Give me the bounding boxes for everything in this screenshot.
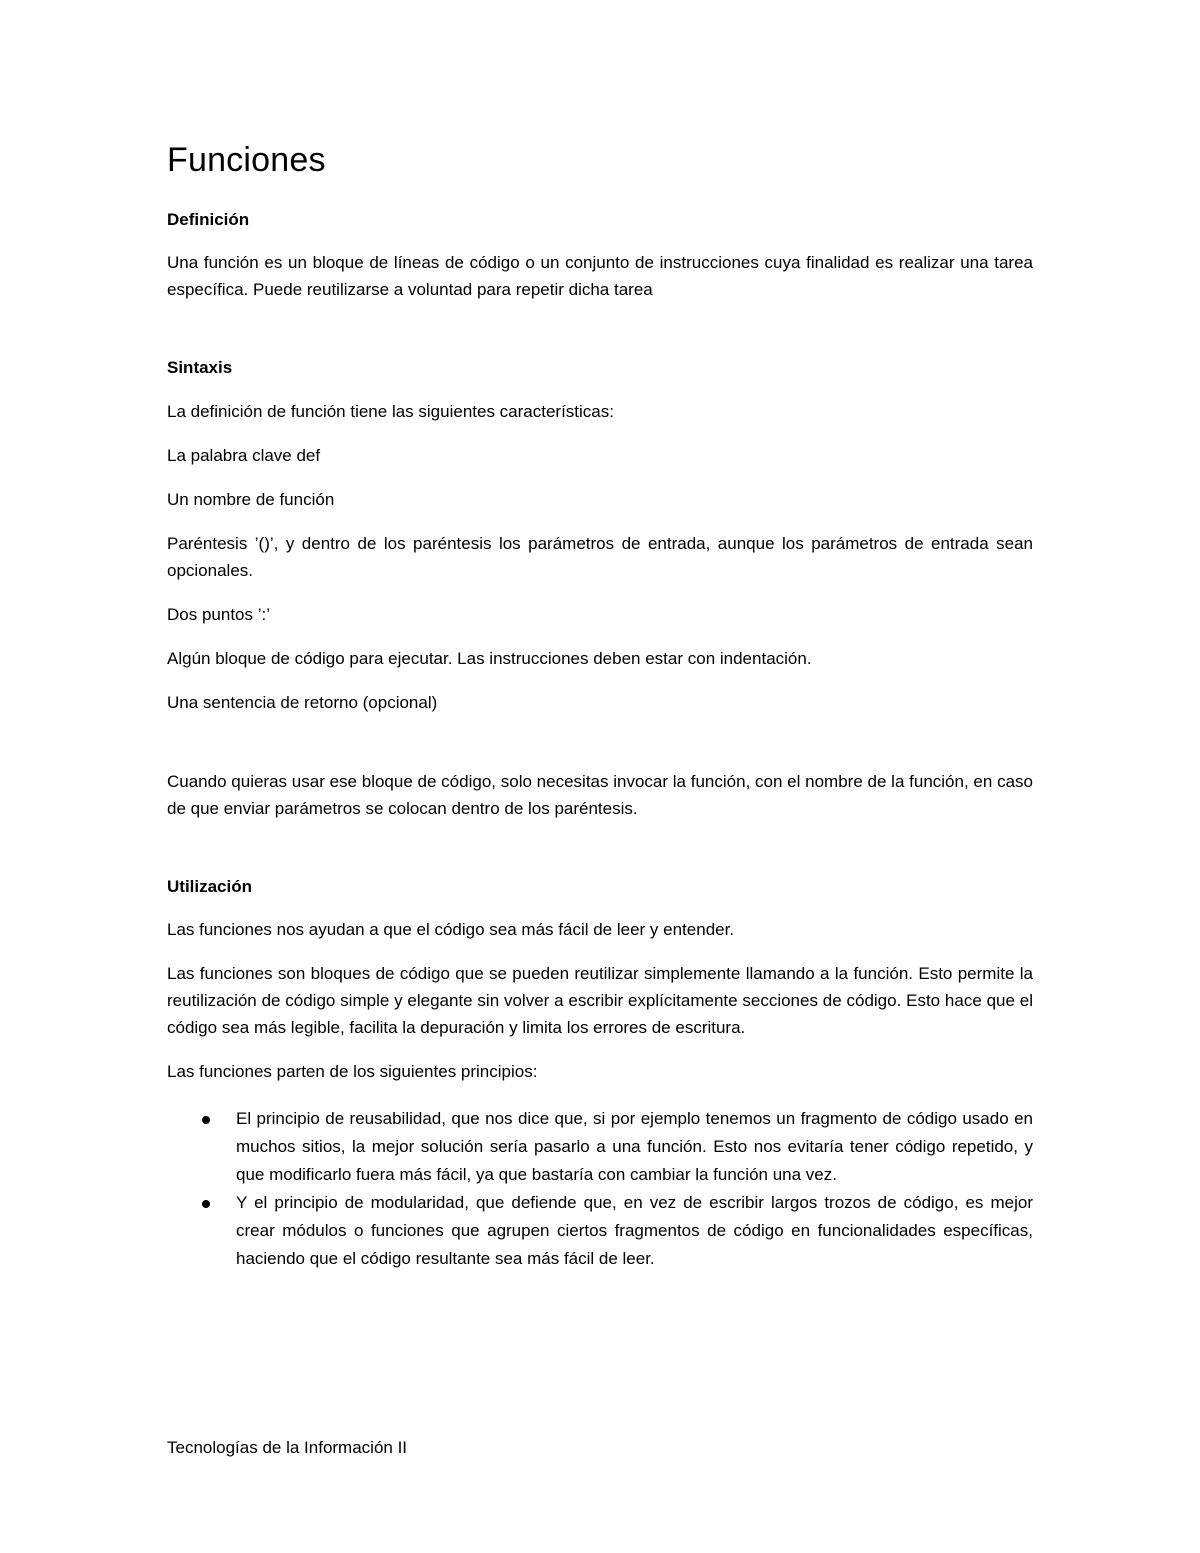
sintaxis-item-nombre: Un nombre de función xyxy=(167,489,335,509)
principios-list xyxy=(167,1105,1033,1273)
bullet-text-modularidad: Y el principio de modularidad, que defiende que, en vez de escribir largos trozos de código, es mejor crear módulos o funciones que agrupen ciertos fragmentos de código en funcionalidades específicas, haciendo que el código resultante sea más fácil de leer. xyxy=(236,1193,1033,1269)
section-heading-utilizacion: Utilización xyxy=(167,876,253,896)
sintaxis-item-def: La palabra clave def xyxy=(167,445,321,465)
section-heading-sintaxis: Sintaxis xyxy=(167,358,233,378)
sintaxis-intro-paragraph: La definición de función tiene las siguientes características: xyxy=(167,401,614,421)
list-item xyxy=(167,1189,1033,1273)
bullet-text-reusabilidad: El principio de reusabilidad, que nos dice que, si por ejemplo tenemos un fragmento de código usado en muchos sitios, la mejor solución sería pasarlo a una función. Esto nos evitaría tener código repetido, y que modificarlo fuera más fácil, ya que bastaría con cambiar la función una vez. xyxy=(236,1109,1033,1185)
sintaxis-item-parentesis: Paréntesis ’()’, y dentro de los paréntesis los parámetros de entrada, aunque los parámetros de entrada sean opcionales. xyxy=(167,533,1033,580)
page-title: Funciones xyxy=(167,141,326,179)
sintaxis-item-dos-puntos: Dos puntos ’:’ xyxy=(167,604,270,624)
list-item xyxy=(167,1105,1033,1189)
document-body xyxy=(167,140,1033,1273)
sintaxis-invocar-paragraph: Cuando quieras usar ese bloque de código, solo necesitas invocar la función, con el nombre de la función, en caso de que enviar parámetros se colocan dentro de los paréntesis. xyxy=(167,771,1033,818)
sintaxis-item-bloque: Algún bloque de código para ejecutar. Las instrucciones deben estar con indentación. xyxy=(167,648,812,668)
definicion-paragraph: Una función es un bloque de líneas de código o un conjunto de instrucciones cuya finalidad es realizar una tarea específica. Puede reutilizarse a voluntad para repetir dicha tarea xyxy=(167,253,1033,300)
utilizacion-paragraph-1: Las funciones nos ayudan a que el código sea más fácil de leer y entender. xyxy=(167,920,735,940)
utilizacion-paragraph-3: Las funciones parten de los siguientes principios: xyxy=(167,1062,538,1082)
section-heading-definicion: Definición xyxy=(167,209,250,229)
bullet-icon xyxy=(202,1116,210,1124)
page-footer: Tecnologías de la Información II xyxy=(167,1438,408,1457)
bullet-icon xyxy=(202,1200,210,1208)
sintaxis-item-retorno: Una sentencia de retorno (opcional) xyxy=(167,692,438,712)
utilizacion-paragraph-2: Las funciones son bloques de código que se pueden reutilizar simplemente llamando a la función. Esto permite la reutilización de código simple y elegante sin volver a escribir explícitamente secciones de código. Esto hace que el código sea más legible, facilita la depuración y limita los errores de escritura. xyxy=(167,964,1033,1038)
